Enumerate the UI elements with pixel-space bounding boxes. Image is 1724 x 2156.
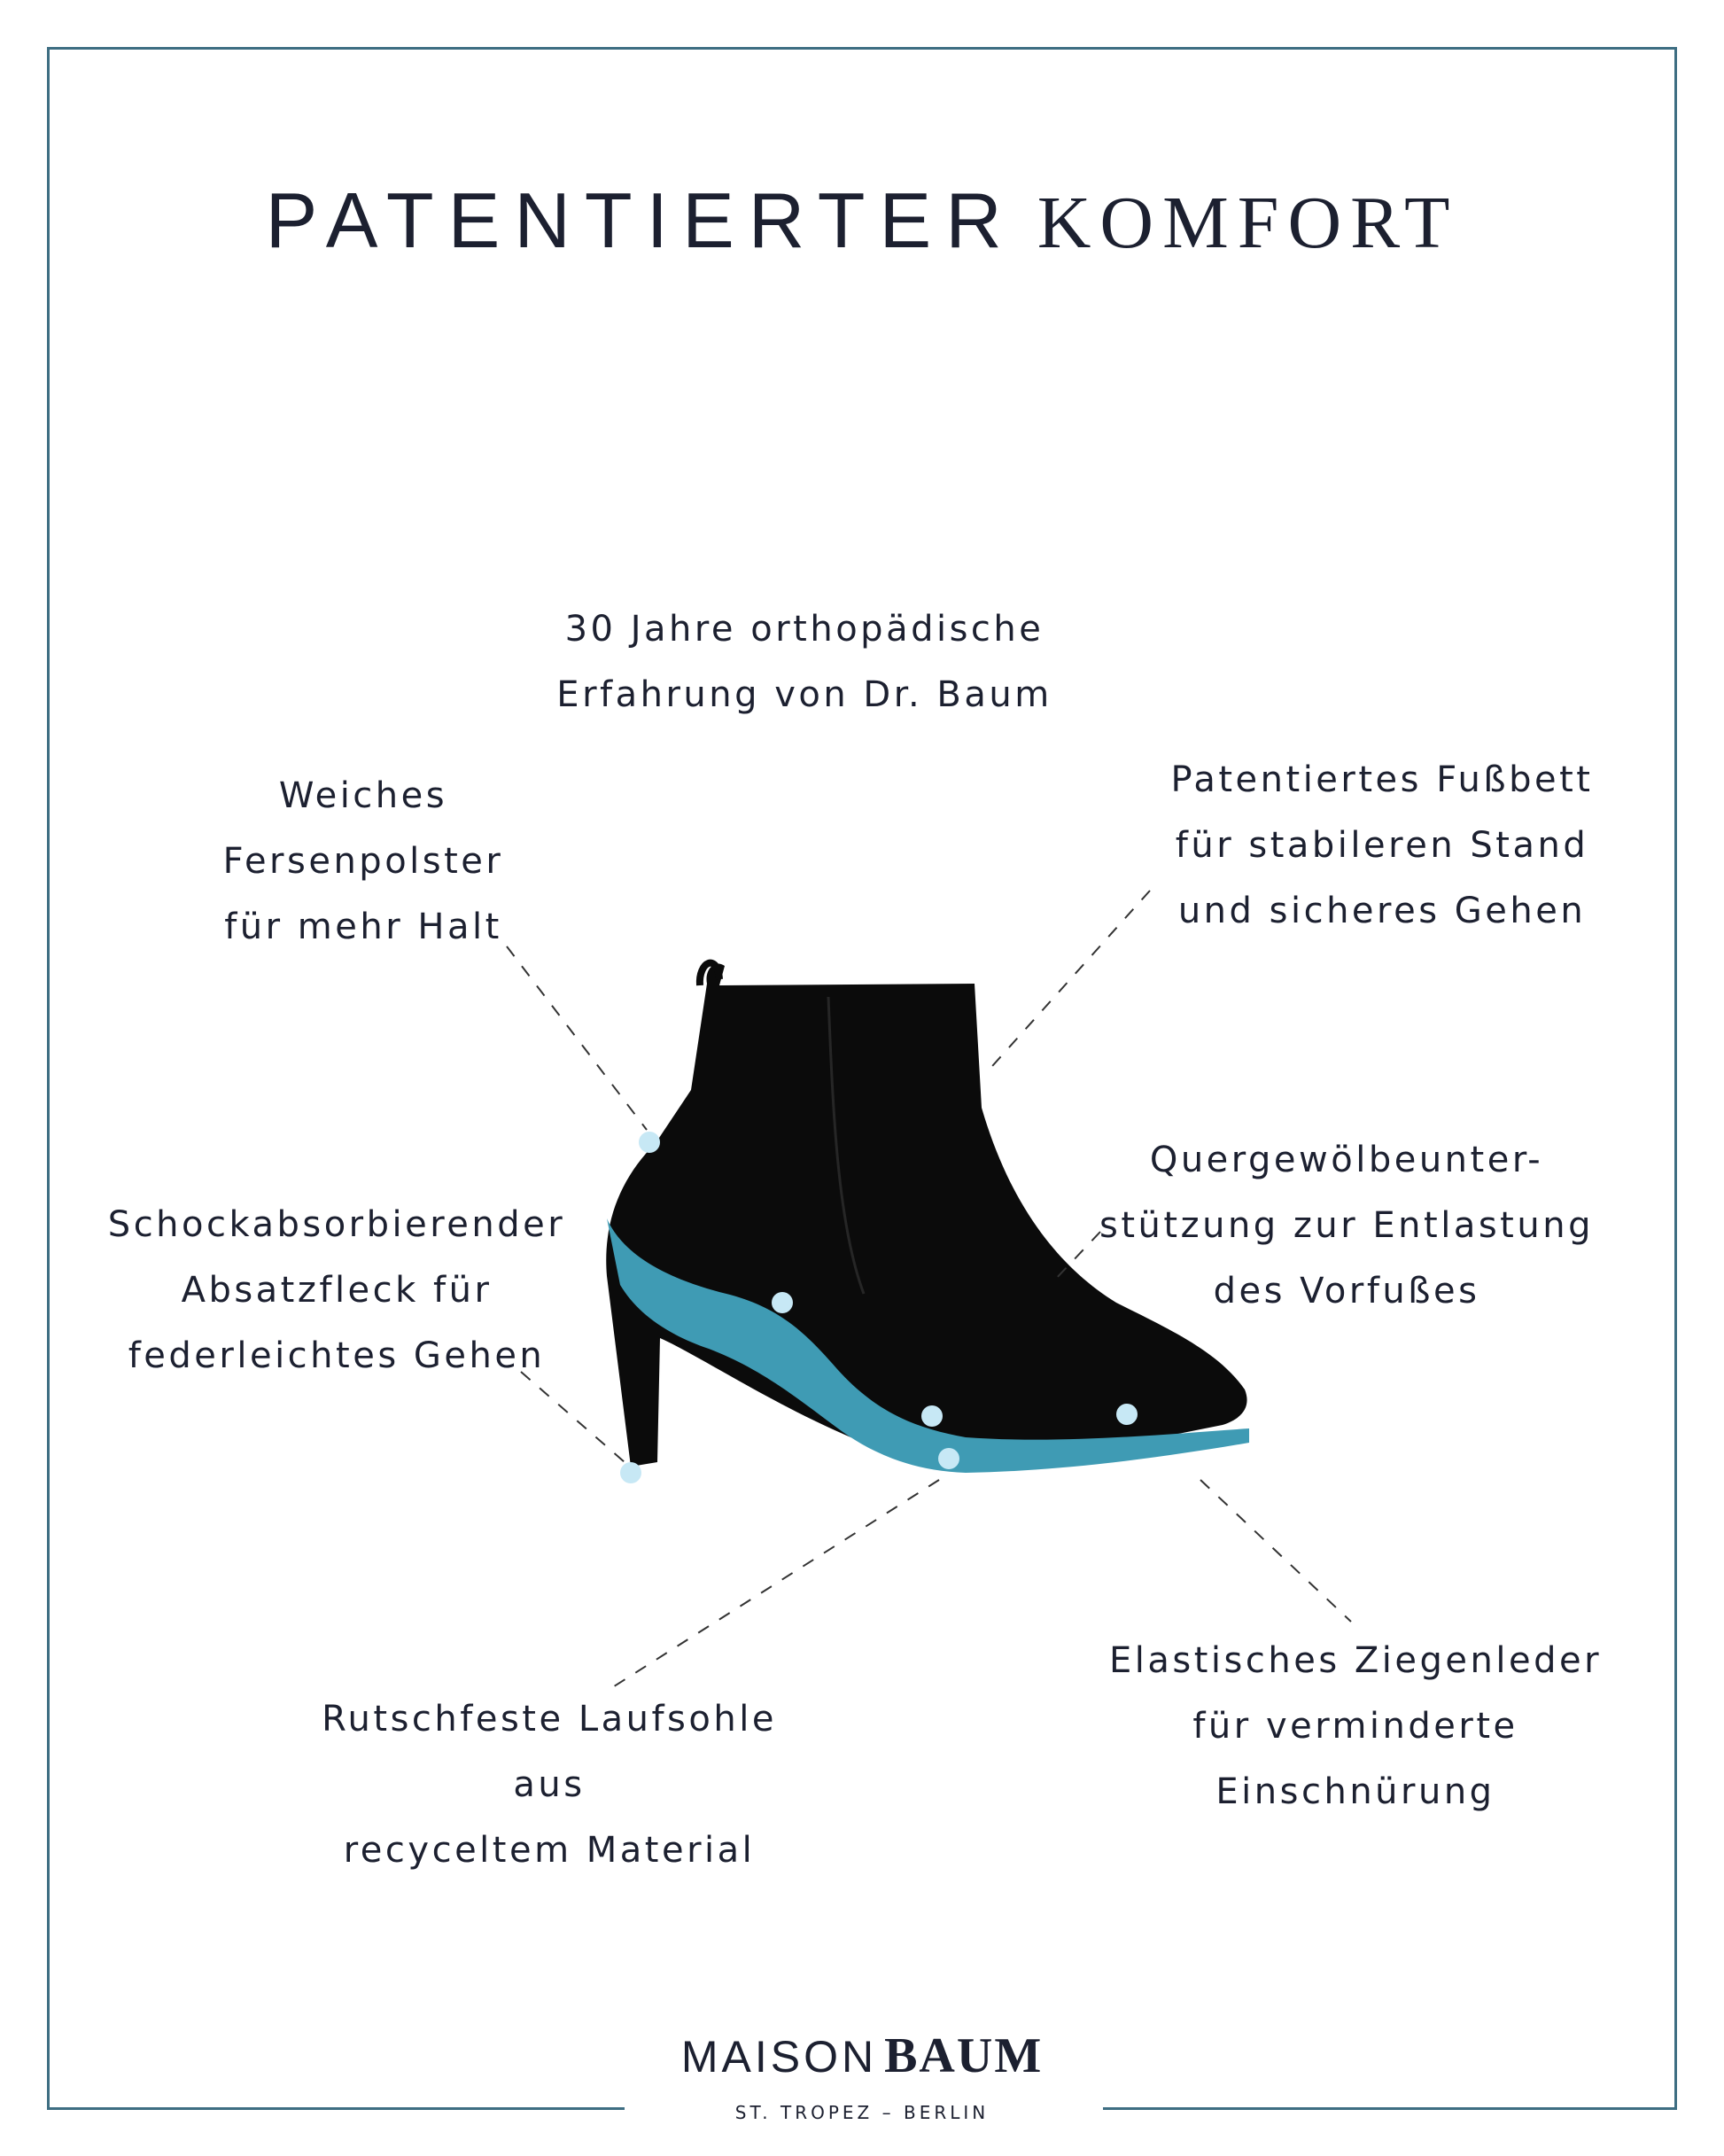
callout-sole: [283, 1686, 815, 1883]
dot-sole: [938, 1448, 959, 1469]
callout-line: Einschnürung: [1215, 1771, 1495, 1812]
callout-line: Absatzfleck für: [181, 1270, 493, 1311]
brand-name-bold: BAUM: [884, 2028, 1044, 2083]
callout-line: Elastisches Ziegenleder: [1108, 1640, 1603, 1681]
callout-line: aus: [513, 1764, 586, 1805]
title-part-1: PATENTIERTER: [265, 176, 1016, 264]
callout-line: für stabileren Stand: [1175, 825, 1589, 866]
callout-line: des Vorfußes: [1213, 1271, 1480, 1312]
callout-line: Erfahrung von Dr. Baum: [556, 674, 1052, 715]
callout-line: stützung zur Entlastung: [1099, 1205, 1594, 1246]
dot-leather: [1116, 1404, 1138, 1425]
dot-arch: [921, 1405, 943, 1427]
callout-line: für mehr Halt: [224, 907, 502, 947]
callout-line: Rutschfeste Laufsohle: [322, 1699, 777, 1740]
title-part-2: KOMFORT: [1037, 182, 1459, 264]
dot-heel-cap: [620, 1462, 641, 1483]
callout-experience: [508, 596, 1101, 728]
leader-footbed: [985, 891, 1150, 1074]
callout-line: Patentiertes Fußbett: [1170, 759, 1594, 800]
callout-heel-pad: [186, 763, 540, 960]
callout-heel-cap: [89, 1192, 585, 1389]
brand-name-light: MAISON: [680, 2032, 878, 2082]
leader-leather: [1200, 1480, 1351, 1622]
callout-line: für verminderte: [1192, 1706, 1518, 1747]
brand-tagline: ST. TROPEZ – BERLIN: [734, 2102, 990, 2123]
callout-line: Quergewölbeunter-: [1149, 1140, 1544, 1180]
callout-line: recyceltem Material: [343, 1830, 756, 1871]
callout-line: und sicheres Gehen: [1177, 891, 1587, 931]
leader-heel-pad: [507, 946, 647, 1130]
callout-line: 30 Jahre orthopädische: [564, 609, 1044, 650]
callout-line: Weiches: [278, 775, 448, 816]
callout-leather: [1076, 1628, 1635, 1825]
brand-logo: [0, 2028, 1724, 2083]
leader-sole: [611, 1480, 939, 1688]
dot-footbed: [772, 1292, 793, 1313]
callout-arch: [1068, 1127, 1626, 1324]
callout-line: Schockabsorbierender: [107, 1204, 566, 1245]
callout-footbed: [1134, 747, 1630, 944]
dot-heel-pad: [639, 1132, 660, 1153]
callout-line: Fersenpolster: [222, 841, 504, 882]
callout-line: federleichtes Gehen: [128, 1335, 546, 1376]
